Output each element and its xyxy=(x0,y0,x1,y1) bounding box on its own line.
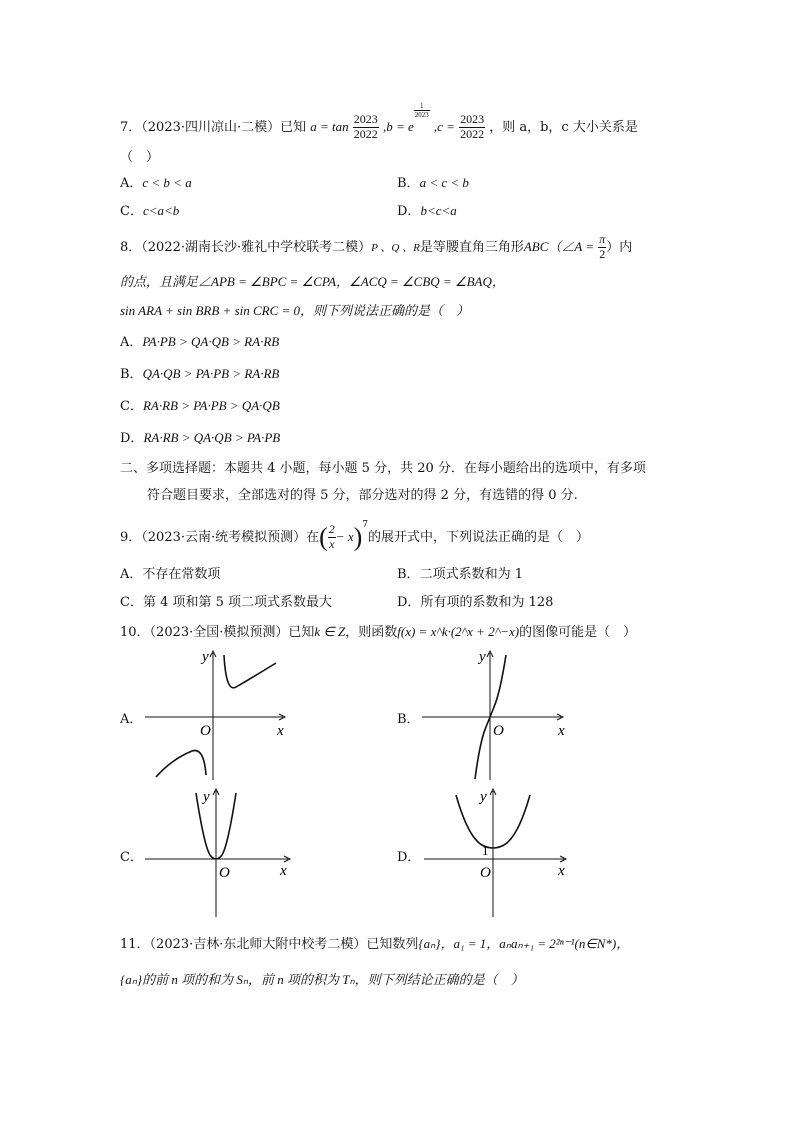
q7-paren: （ ） xyxy=(120,150,160,165)
q10-suffix: 的图像可能是（ ） xyxy=(519,625,637,640)
q7-stem xyxy=(120,102,638,142)
q11-cond2: (n∈N*)， xyxy=(574,936,630,951)
q9-option-d[interactable]: D．所有项的系数和为 128 xyxy=(397,595,554,610)
q7-frac-c: $\frac{2023}{2022}$ xyxy=(460,112,485,142)
q9-option-c[interactable]: C．第 4 项和第 5 项二项式系数最大 xyxy=(120,595,333,610)
q7-suffix: ，则 a，b，c 大小关系是 xyxy=(489,120,638,136)
q11-seq: {aₙ} xyxy=(418,936,441,951)
q10-graph-b[interactable] xyxy=(418,645,578,785)
y-label: y xyxy=(480,789,487,805)
q10-graph-d[interactable] xyxy=(418,785,578,925)
x-label: x xyxy=(558,723,565,739)
q9-suffix: 的展开式中，下列说法正确的是（ ） xyxy=(368,530,590,545)
q10-k-in-z: k ∈ Z xyxy=(314,624,346,639)
q8-pi-over-2: $\frac{\pi}{2}$ xyxy=(599,232,606,261)
q9-stem: 9．（2023·云南·统考模拟预测）在( $\frac{2}{x}$ − x)$^7$的展开式中，下列说法正确的是（ ） xyxy=(120,520,590,552)
origin-label: O xyxy=(480,865,491,881)
section2-line1: 二、多项选择题：本题共 4 小题，每小题 5 分，共 20 分．在每小题给出的选项中，有多项 xyxy=(120,461,646,476)
q10-option-a-label[interactable]: A． xyxy=(120,712,143,727)
q11-stem-line1 xyxy=(120,933,629,952)
q7-option-b[interactable]: B．a < c < b xyxy=(397,175,469,191)
q7-a-expr: a = tan xyxy=(310,119,349,135)
origin-label: O xyxy=(200,723,211,739)
q7-option-d[interactable]: D．b<c<a xyxy=(397,203,457,219)
q8-option-d[interactable]: D．RA·RB > QA·QB > PA·PB xyxy=(120,430,281,446)
q8-stem-line3: sin ARA + sin BRB + sin CRC = 0，则下列说法正确的是（ ） xyxy=(120,303,470,318)
q7-option-c[interactable]: C．c<a<b xyxy=(120,203,180,219)
q8-points: P 、Q 、R xyxy=(371,241,420,254)
y-label: y xyxy=(203,789,210,805)
q7-prefix: 7．（2023·四川凉山·二模）已知 xyxy=(120,120,307,136)
q10-graph-c[interactable] xyxy=(140,785,300,925)
q9-power: 7 xyxy=(362,520,368,530)
q8-option-c[interactable]: C．RA·RB > PA·PB > QA·QB xyxy=(120,398,280,414)
y-label: y xyxy=(479,649,486,665)
origin-label: O xyxy=(219,865,230,881)
curve-left xyxy=(156,751,206,778)
q10-function: f(x) = x^k·(2^x + 2^−x) xyxy=(397,624,520,639)
q9-frac: $\frac{2}{x}$ xyxy=(328,522,335,551)
q8-mid: 是等腰直角三角形 xyxy=(419,239,524,255)
q10-option-c-label[interactable]: C． xyxy=(120,850,143,865)
q7-b-exponent: $\frac{1}{2023}$ xyxy=(414,102,429,120)
y-label: y xyxy=(202,649,209,665)
q8-prefix: 8．（2022·湖南长沙·雅礼中学校联考二模） xyxy=(120,239,372,255)
q8-option-b[interactable]: B．QA·QB > PA·PB > RA·RB xyxy=(120,366,280,382)
q8-option-a[interactable]: A．PA·PB > QA·QB > RA·RB xyxy=(120,334,280,350)
q10-option-b-label[interactable]: B． xyxy=(397,712,420,727)
q8-angle: （∠A = xyxy=(548,238,595,254)
q8-end: ）内 xyxy=(606,239,633,255)
q11-stem-line2: {aₙ}的前 n 项的和为 Sₙ，前 n 项的积为 Tₙ，则下列结论正确的是（ ） xyxy=(120,972,524,987)
q7-b-expr: ,b = e xyxy=(382,119,414,135)
q8-stem-line1 xyxy=(120,233,632,262)
q7-option-a[interactable]: A．c < b < a xyxy=(120,175,192,191)
q10-mid: ，则函数 xyxy=(345,625,398,640)
q11-cond1: ，a₁ = 1，aₙaₙ₊₁ = 2²ⁿ⁻¹ xyxy=(440,936,575,951)
q9-option-b[interactable]: B．二项式系数和为 1 xyxy=(397,567,523,582)
q9-prefix: 9．（2023·云南·统考模拟预测）在 xyxy=(120,530,320,545)
origin-label: O xyxy=(493,723,504,739)
curve-right xyxy=(224,655,276,688)
q9-option-a[interactable]: A．不存在常数项 xyxy=(120,567,221,582)
q10-stem xyxy=(120,621,636,640)
x-label: x xyxy=(280,863,287,879)
x-label: x xyxy=(277,723,284,739)
q7-c-expr: ,c = xyxy=(433,119,455,135)
q8-triangle: ABC xyxy=(523,238,549,254)
q11-prefix: 11．（2023·吉林·东北师大附中校考二模）已知数列 xyxy=(120,937,419,952)
x-label: x xyxy=(558,863,565,879)
intercept-label: 1 xyxy=(482,843,489,858)
q10-option-d-label[interactable]: D． xyxy=(397,850,421,865)
q10-graph-a[interactable] xyxy=(140,645,300,785)
q8-stem-line2: 的点，且满足∠APB = ∠BPC = ∠CPA，∠ACQ = ∠CBQ = ∠BAQ， xyxy=(120,274,505,289)
q7-frac-a: $\frac{2023}{2022}$ xyxy=(353,112,378,142)
q9-minus-x: − x xyxy=(335,529,354,544)
q10-prefix: 10．（2023·全国·模拟预测）已知 xyxy=(120,625,315,640)
section2-line2: 符合题目要求，全部选对的得 5 分，部分选对的得 2 分，有选错的得 0 分. xyxy=(147,488,578,503)
